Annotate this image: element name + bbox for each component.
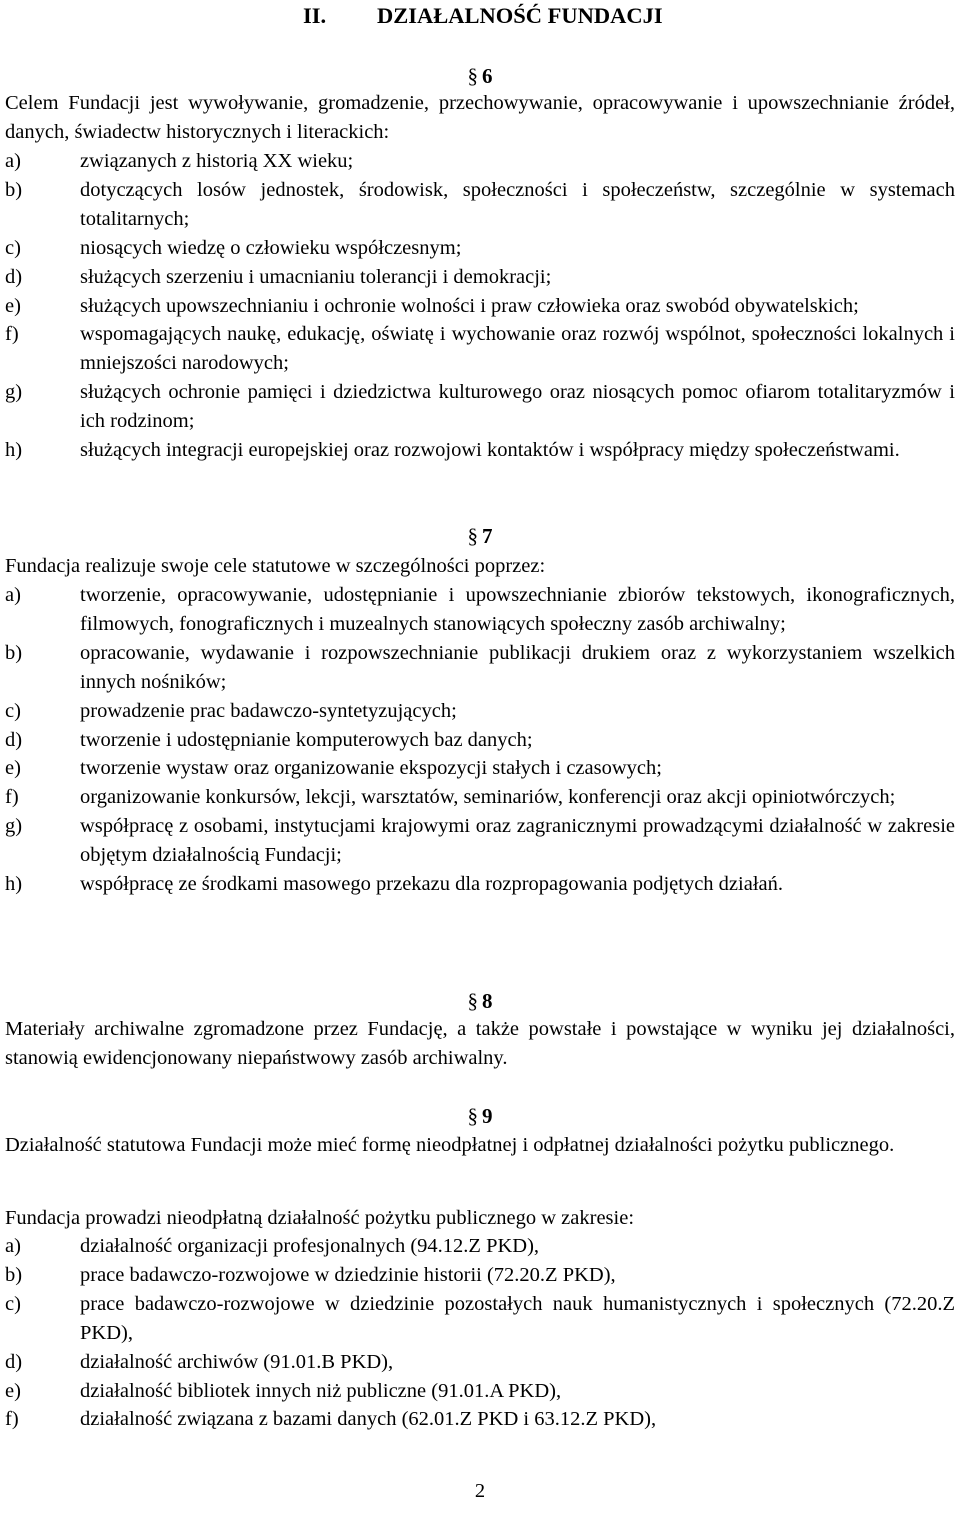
list-item-marker: g) xyxy=(5,815,23,838)
list-item-text: prowadzenie prac badawczo-syntetyzujących; xyxy=(80,699,457,722)
list-item xyxy=(5,234,955,263)
section-number: 8 xyxy=(482,989,493,1013)
list-item-marker: b) xyxy=(5,641,23,664)
list-item-text: niosących wiedzę o człowieku współczesnym; xyxy=(80,236,462,259)
list-item-marker: b) xyxy=(5,1263,23,1286)
section-9-text-1: Działalność statutowa Fundacji może mieć formę nieodpłatnej i odpłatnej działalności pożytku publicznego. xyxy=(5,1134,895,1156)
list-item xyxy=(5,263,955,292)
section-sign: § xyxy=(467,1104,478,1128)
list-item-text: tworzenie, opracowywanie, udostępnianie i upowszechnianie zbiorów tekstowych, ikonograficznych, filmowych, fonograficznych i muzealnych stanowiących społeczny zasób archiwalny; xyxy=(80,584,955,635)
list-item-marker: f) xyxy=(5,323,19,346)
list-item-marker: a) xyxy=(5,150,21,172)
section-7-list xyxy=(5,581,955,899)
list-item-marker: d) xyxy=(5,728,23,751)
list-item-marker: b) xyxy=(5,178,23,201)
list-item-marker: d) xyxy=(5,265,23,288)
list-item-marker: c) xyxy=(5,236,21,259)
list-item xyxy=(5,320,955,378)
list-item-marker: c) xyxy=(5,1292,21,1315)
section-number: 6 xyxy=(482,64,493,88)
list-item-text: służących integracji europejskiej oraz rozwojowi kontaktów i współpracy między społeczeństwami. xyxy=(80,439,900,462)
list-item-text: dotyczących losów jednostek, środowisk, społeczności i społeczeństw, szczególnie w systemach totalitarnych; xyxy=(80,178,955,230)
list-item xyxy=(5,726,955,755)
list-item-text: służących upowszechnianiu i ochronie wolności i praw człowieka oraz swobód obywatelskich; xyxy=(80,294,859,317)
list-item xyxy=(5,754,955,783)
section-number: 7 xyxy=(482,524,493,548)
list-item-marker: d) xyxy=(5,1350,23,1373)
list-item xyxy=(5,1290,955,1348)
list-item-text: tworzenie i udostępnianie komputerowych baz danych; xyxy=(80,728,533,751)
list-item-marker: a) xyxy=(5,1235,21,1257)
list-item xyxy=(5,639,955,697)
list-item xyxy=(5,812,955,870)
list-item xyxy=(5,292,955,321)
list-item xyxy=(5,1377,955,1406)
section-9-text-2: Fundacja prowadzi nieodpłatną działalność pożytku publicznego w zakresie: xyxy=(5,1207,635,1229)
list-item-marker: e) xyxy=(5,294,21,317)
list-item-marker: f) xyxy=(5,786,19,809)
section-6-list xyxy=(5,147,955,465)
chapter-number: II. xyxy=(303,3,327,28)
list-item-marker: h) xyxy=(5,439,23,462)
list-item xyxy=(5,378,955,436)
list-item-marker: e) xyxy=(5,757,21,780)
list-item-text: związanych z historią XX wieku; xyxy=(80,150,354,172)
section-sign: § xyxy=(467,64,478,88)
section-6-intro: Celem Fundacji jest wywoływanie, gromadzenie, przechowywanie, opracowywanie i upowszechnianie źródeł, danych, świadectw historycznych i literackich: xyxy=(5,92,955,143)
list-item-text: działalność organizacji profesjonalnych (94.12.Z PKD), xyxy=(80,1235,540,1257)
section-sign: § xyxy=(467,524,478,548)
list-item-text: służących ochronie pamięci i dziedzictwa kulturowego oraz niosących pomoc ofiarom totalitaryzmów i ich rodzinom; xyxy=(80,381,955,433)
list-item-text: opracowanie, wydawanie i rozpowszechnianie publikacji drukiem oraz z wykorzystaniem wszelkich innych nośników; xyxy=(80,641,955,693)
list-item xyxy=(5,581,955,639)
list-item xyxy=(5,1348,955,1377)
chapter-title: DZIAŁALNOŚĆ FUNDACJI xyxy=(377,3,663,28)
list-item-text: działalność bibliotek innych niż publiczne (91.01.A PKD), xyxy=(80,1379,562,1402)
list-item-marker: h) xyxy=(5,873,23,896)
section-8-heading xyxy=(0,987,960,1015)
list-item-marker: g) xyxy=(5,381,23,404)
list-item-text: prace badawczo-rozwojowe w dziedzinie pozostałych nauk humanistycznych i społecznych (72.20.Z PKD), xyxy=(80,1292,955,1344)
list-item-marker: e) xyxy=(5,1379,21,1402)
list-item xyxy=(5,870,955,899)
section-7-heading xyxy=(0,522,960,550)
list-item-text: służących szerzeniu i umacnianiu tolerancji i demokracji; xyxy=(80,265,552,288)
list-item xyxy=(5,1232,955,1261)
section-7-intro: Fundacja realizuje swoje cele statutowe w szczególności poprzez: xyxy=(5,555,546,577)
list-item-text: organizowanie konkursów, lekcji, warsztatów, seminariów, konferencji oraz akcji opiniotwórczych; xyxy=(80,786,896,809)
list-item-text: współpracę ze środkami masowego przekazu dla rozpropagowania podjętych działań. xyxy=(80,873,783,896)
list-item-text: działalność związana z bazami danych (62.01.Z PKD i 63.12.Z PKD), xyxy=(80,1408,657,1431)
section-6-heading xyxy=(0,62,960,90)
list-item-text: wspomagających naukę, edukację, oświatę i wychowanie oraz rozwój wspólnot, społeczności lokalnych i mniejszości narodowych; xyxy=(80,323,955,375)
list-item-text: działalność archiwów (91.01.B PKD), xyxy=(80,1350,394,1373)
list-item xyxy=(5,1405,955,1434)
list-item-marker: f) xyxy=(5,1408,19,1431)
section-8-text: Materiały archiwalne zgromadzone przez Fundację, a także powstałe i powstające w wyniku jej działalności, stanowią ewidencjonowany niepaństwowy zasób archiwalny. xyxy=(5,1018,955,1069)
list-item-marker: c) xyxy=(5,699,21,722)
list-item xyxy=(5,1261,955,1290)
list-item xyxy=(5,176,955,234)
list-item-marker: a) xyxy=(5,584,21,606)
list-item xyxy=(5,783,955,812)
list-item xyxy=(5,436,955,465)
list-item-text: współpracę z osobami, instytucjami krajowymi oraz zagranicznymi prowadzącymi działalność w zakresie objętym działalnością Fundacji; xyxy=(80,815,955,867)
list-item xyxy=(5,697,955,726)
list-item-text: prace badawczo-rozwojowe w dziedzinie historii (72.20.Z PKD), xyxy=(80,1263,616,1286)
section-number: 9 xyxy=(482,1104,493,1128)
list-item xyxy=(5,147,955,176)
section-9-heading xyxy=(0,1102,960,1130)
page-number: 2 xyxy=(474,1480,486,1502)
section-sign: § xyxy=(467,989,478,1013)
list-item-text: tworzenie wystaw oraz organizowanie ekspozycji stałych i czasowych; xyxy=(80,757,662,780)
section-9-list xyxy=(5,1232,955,1434)
